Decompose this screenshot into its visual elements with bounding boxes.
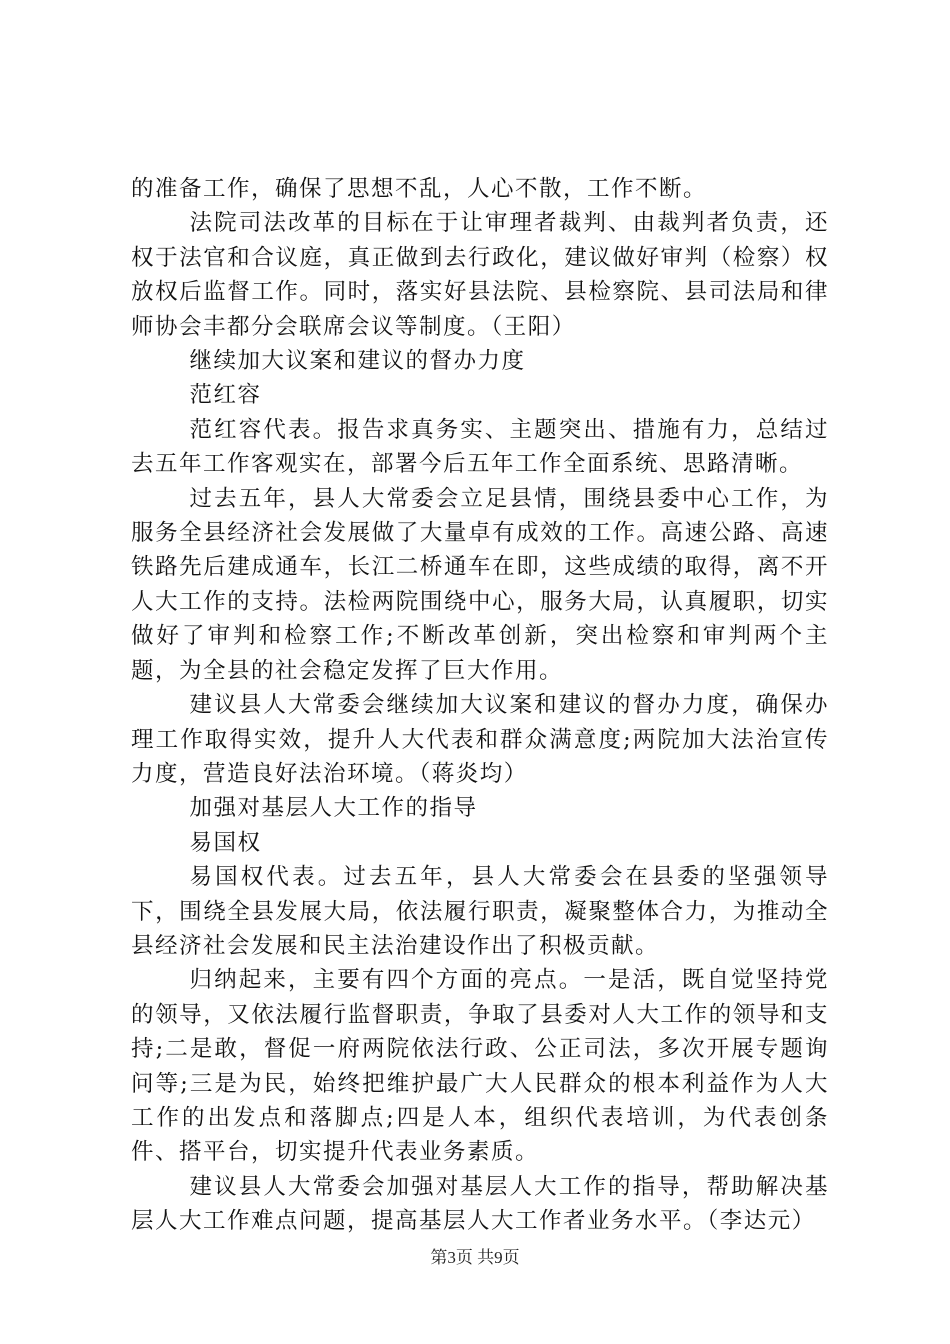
paragraph: 易国权 (189, 829, 262, 856)
paragraph: 法院司法改革的目标在于让审理者裁判、由裁判者负责，还权于法官和合议庭，真正做到去行政化，建议做好审判（检察）权放权后监督工作。同时，落实好县法院、县检察院、县司法局和律师协会丰都分会联席会议等制度。（王阳） (131, 210, 829, 340)
paragraph: 的准备工作，确保了思想不乱，人心不散，工作不断。 (131, 176, 708, 202)
paragraph: 继续加大议案和建议的督办力度 (189, 348, 526, 375)
paragraph: 范红容 (189, 382, 262, 409)
paragraph: 易国权代表。过去五年，县人大常委会在县委的坚强领导下，围绕全县发展大局，依法履行职责，凝聚整体合力，为推动全县经济社会发展和民主法治建设作出了积极贡献。 (131, 864, 829, 959)
document-body (131, 172, 829, 1239)
paragraph: 加强对基层人大工作的指导 (189, 795, 478, 822)
paragraph: 归纳起来，主要有四个方面的亮点。一是活，既自觉坚持党的领导，又依法履行监督职责，争取了县委对人大工作的领导和支持;二是敢，督促一府两院依法行政、公正司法，多次开展专题询问等;三是为民，始终把维护最广大人民群众的根本利益作为人大工作的出发点和落脚点;四是人本，组织代表培训，为代表创条件、搭平台，切实提升代表业务素质。 (131, 967, 829, 1166)
page-footer: 第3页 共9页 (430, 1248, 520, 1267)
paragraph: 过去五年，县人大常委会立足县情，围绕县委中心工作，为服务全县经济社会发展做了大量卓有成效的工作。高速公路、高速铁路先后建成通车，长江二桥通车在即，这些成绩的取得，离不开人大工作的支持。法检两院围绕中心，服务大局，认真履职，切实做好了审判和检察工作;不断改革创新，突出检察和审判两个主题，为全县的社会稳定发挥了巨大作用。 (131, 485, 829, 684)
paragraph: 建议县人大常委会加强对基层人大工作的指导，帮助解决基层人大工作难点问题，提高基层人大工作者业务水平。（李达元） (131, 1173, 829, 1235)
paragraph: 范红容代表。报告求真务实、主题突出、措施有力，总结过去五年工作客观实在，部署今后五年工作全面系统、思路清晰。 (131, 416, 829, 478)
paragraph: 建议县人大常委会继续加大议案和建议的督办力度，确保办理工作取得实效，提升人大代表和群众满意度;两院加大法治宣传力度，营造良好法治环境。（蒋炎均） (131, 692, 829, 787)
